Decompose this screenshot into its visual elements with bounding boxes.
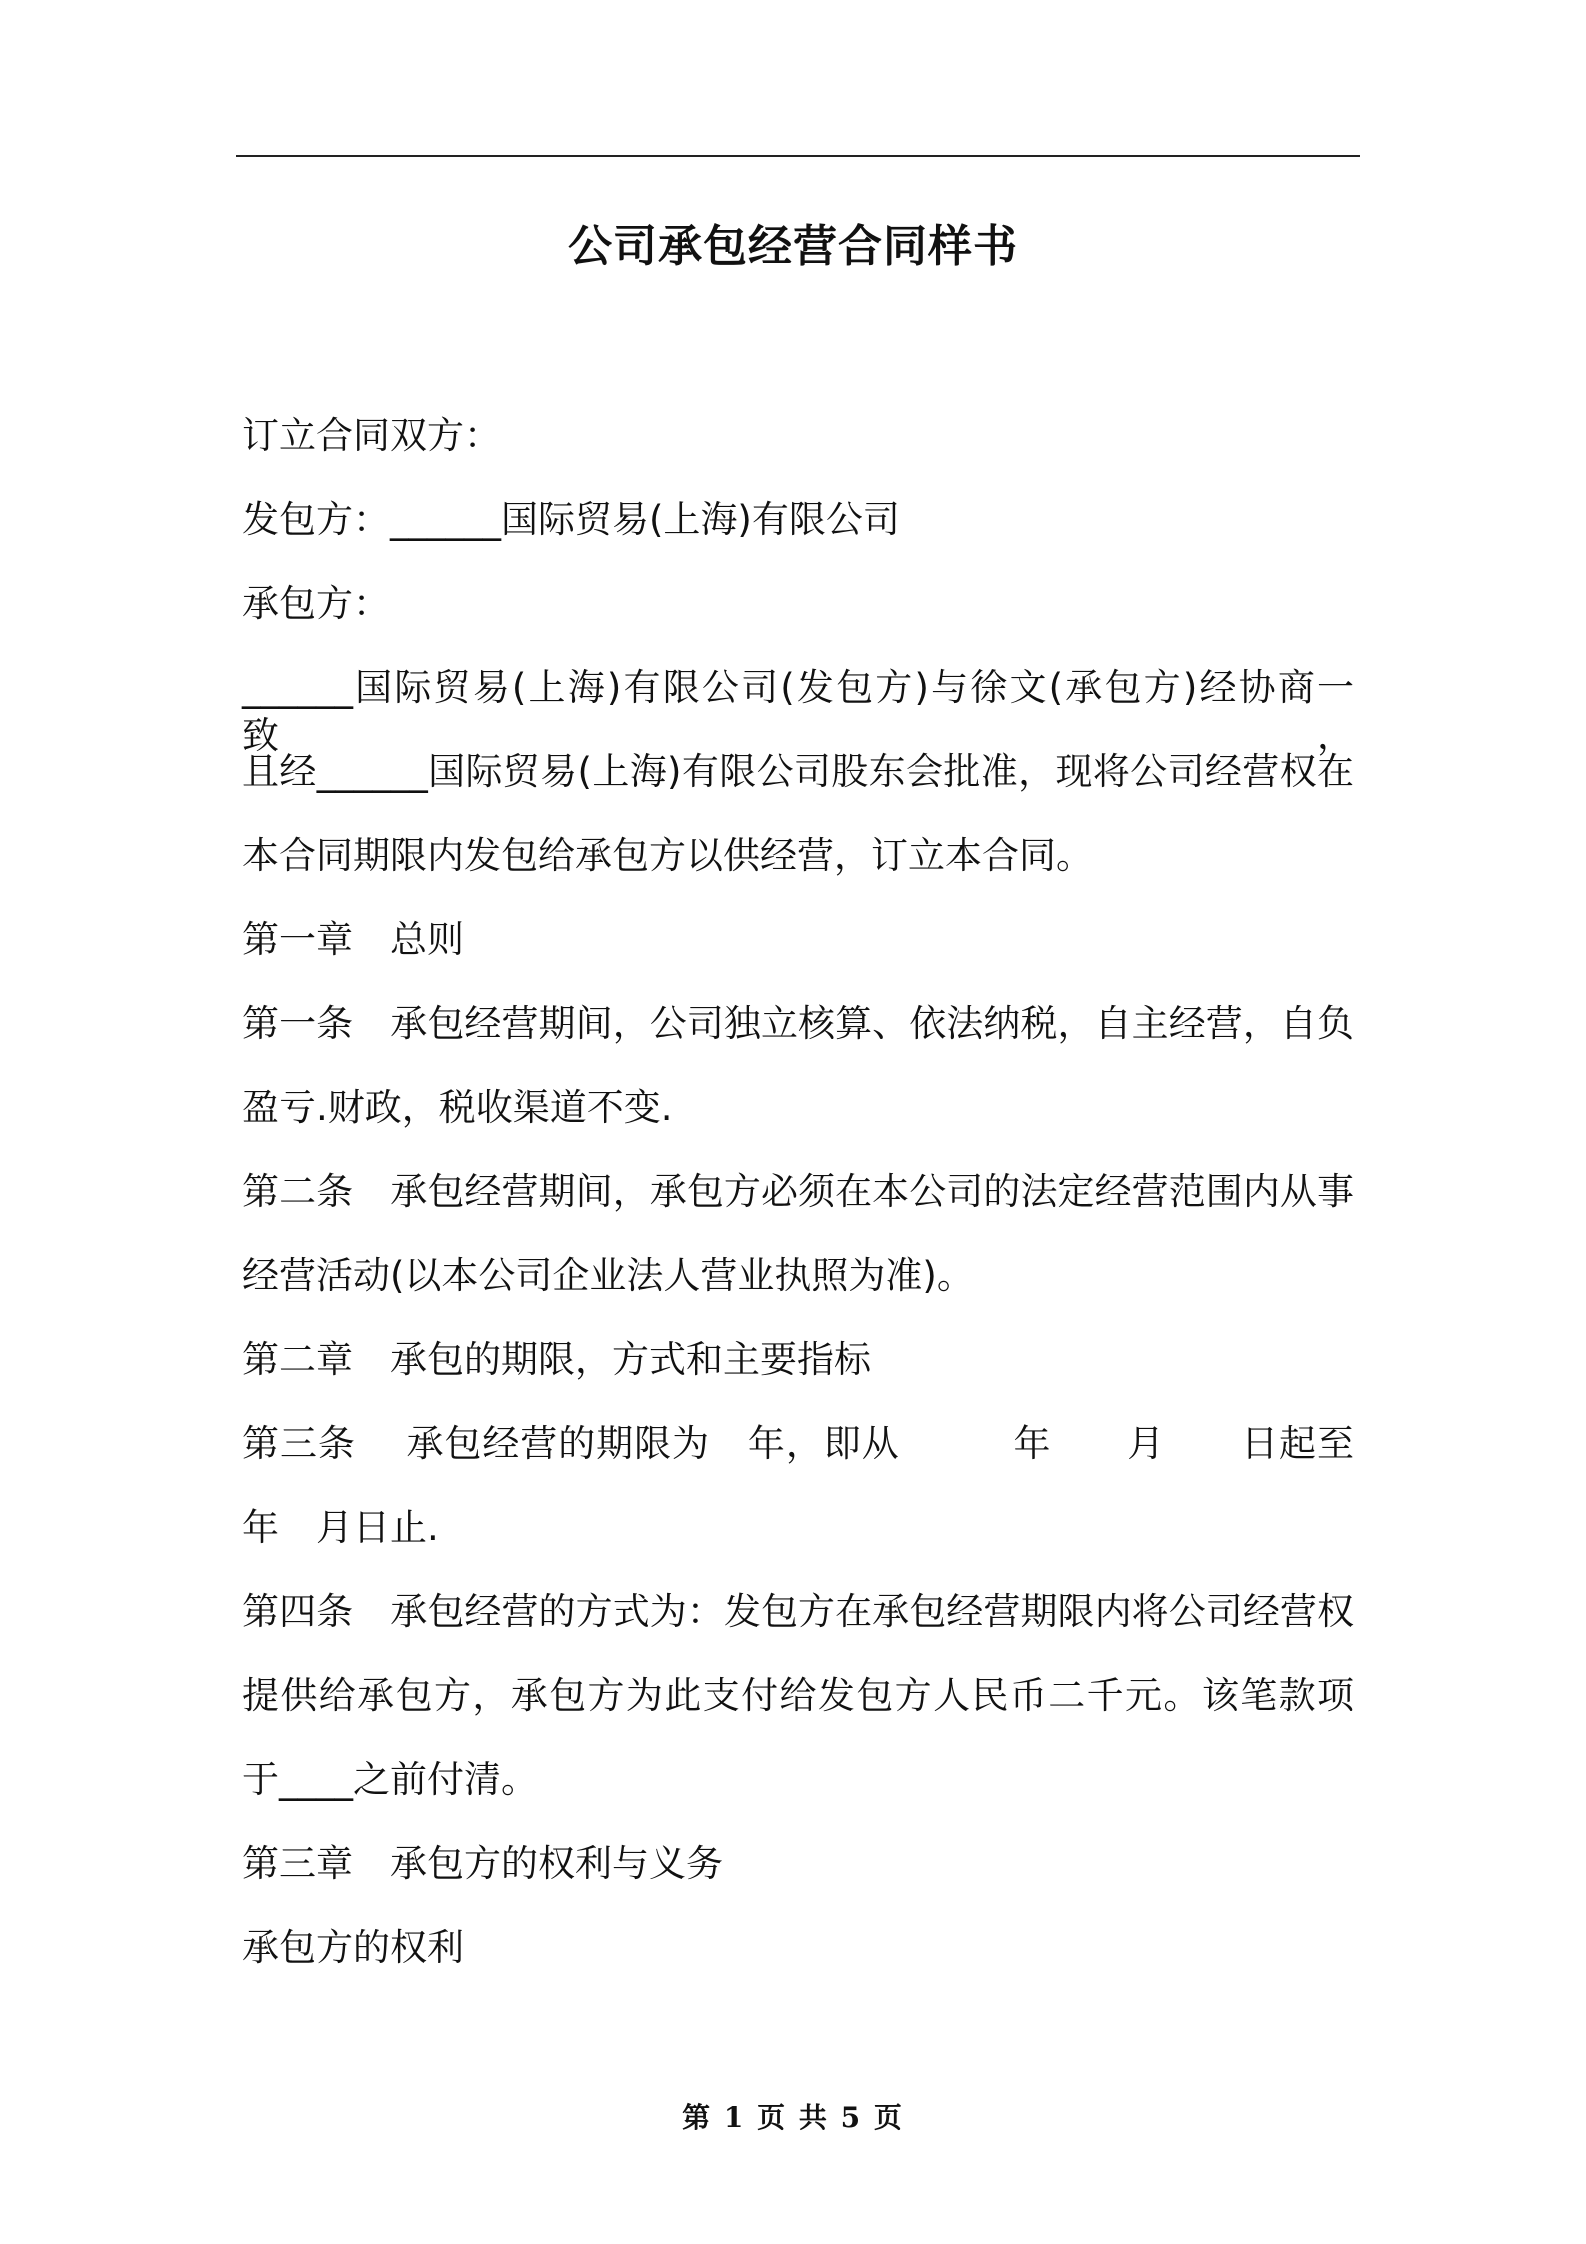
article-1-line-1: 第一条 承包经营期间，公司独立核算、依法纳税，自主经营，自负 <box>242 1002 1354 1045</box>
article-3-line-1: 第三条 承包经营的期限为 年，即从 年 月 日起至 <box>242 1422 1354 1465</box>
preamble-line-2: 且经______国际贸易(上海)有限公司股东会批准，现将公司经营权在 <box>242 750 1354 793</box>
preamble-line-3: 本合同期限内发包给承包方以供经营，订立本合同。 <box>242 834 1093 877</box>
article-4-line-1: 第四条 承包经营的方式为：发包方在承包经营期限内将公司经营权 <box>242 1590 1354 1633</box>
contractor-line: 承包方： <box>242 582 390 625</box>
document-title: 公司承包经营合同样书 <box>568 221 1018 272</box>
article-2-line-1: 第二条 承包经营期间，承包方必须在本公司的法定经营范围内从事 <box>242 1170 1354 1213</box>
article-4-line-2: 提供给承包方，承包方为此支付给发包方人民币二千元。该笔款项 <box>242 1674 1354 1717</box>
article-1-line-2: 盈亏.财政，税收渠道不变. <box>242 1086 673 1129</box>
article-2-line-2: 经营活动(以本公司企业法人营业执照为准)。 <box>242 1254 974 1297</box>
parties-heading: 订立合同双方： <box>242 414 501 457</box>
chapter-3-heading: 第三章 承包方的权利与义务 <box>242 1842 723 1885</box>
article-3-line-2: 年 月日止. <box>242 1506 439 1549</box>
chapter-1-heading: 第一章 总则 <box>242 918 464 961</box>
header-rule <box>236 155 1360 157</box>
preamble-line-1: ______国际贸易(上海)有限公司(发包方)与徐文(承包方)经协商一致， <box>242 666 1354 757</box>
page-number: 第 1 页 共 5 页 <box>682 2101 904 2134</box>
contractor-issuer-line: 发包方：______国际贸易(上海)有限公司 <box>242 498 900 541</box>
article-4-line-3: 于____之前付清。 <box>242 1758 538 1801</box>
contractor-rights-heading: 承包方的权利 <box>242 1926 464 1969</box>
chapter-2-heading: 第二章 承包的期限，方式和主要指标 <box>242 1338 871 1381</box>
